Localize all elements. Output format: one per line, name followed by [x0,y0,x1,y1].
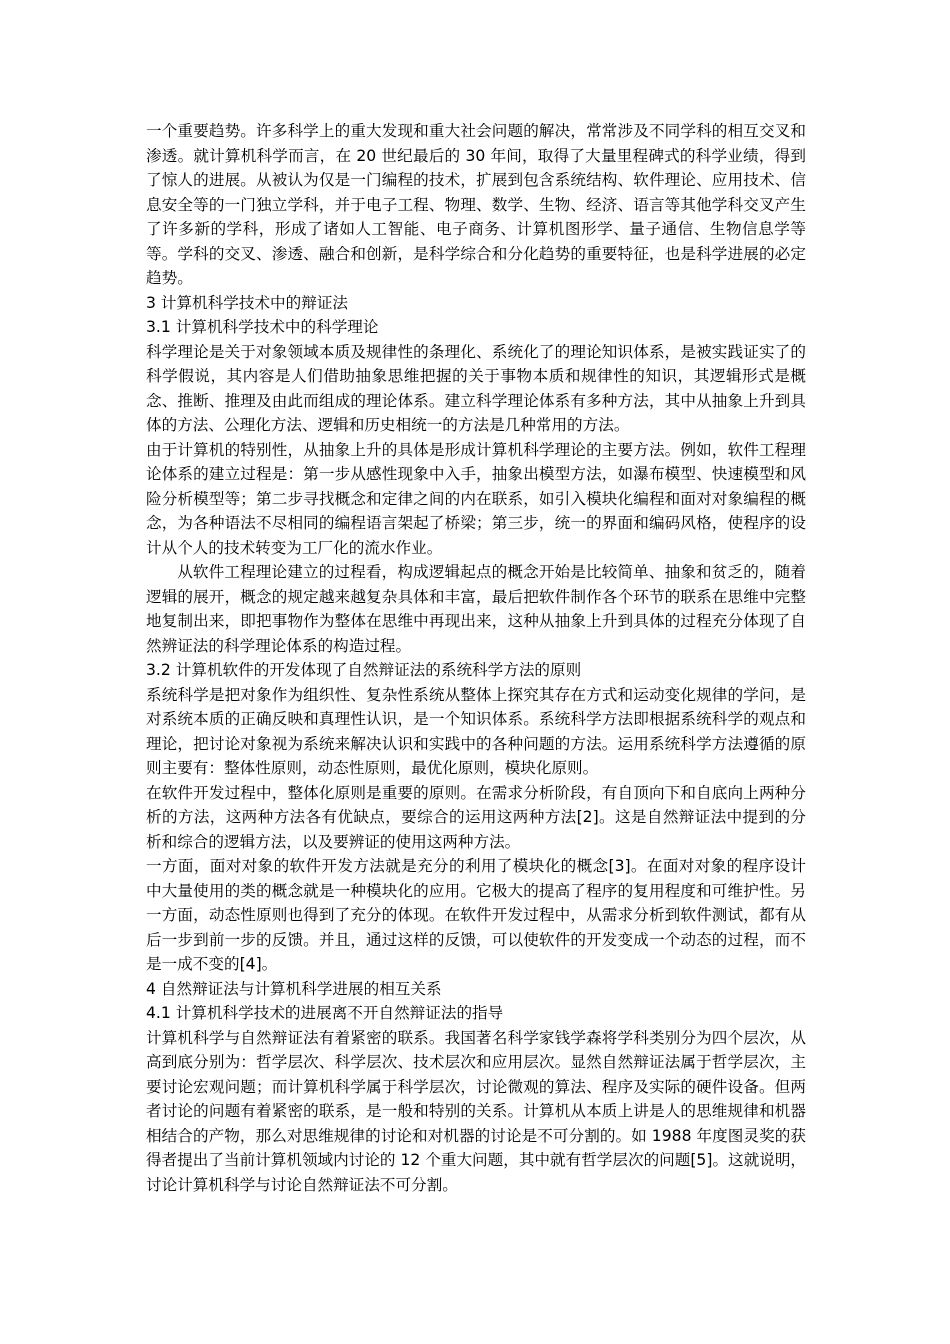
subsection-heading: 3.1 计算机科学技术中的科学理论 [146,318,379,336]
document-page [146,119,806,1197]
paragraph: 一个重要趋势。许多科学上的重大发现和重大社会问题的解决，常常涉及不同学科的相互交叉和渗透。就计算机科学而言，在 20 世纪最后的 30 年间，取得了大量里程碑式的科学业绩，得到了惊人的进展。从被认为仅是一门编程的技术，扩展到包含系统结构、软件理论、应用技术、信息安全等的一门独立学科，并于电子工程、物理、数学、生物、经济、语言等其他学科交叉产生了许多新的学科，形成了诸如人工智能、电子商务、计算机图形学、量子通信、生物信息学等等。学科的交叉、渗透、融合和创新，是科学综合和分化趋势的重要特征，也是科学进展的必定趋势。 [146,122,806,287]
subsection-heading: 3.2 计算机软件的开发体现了自然辩证法的系统科学方法的原则 [146,661,582,679]
paragraph: 由于计算机的特别性，从抽象上升的具体是形成计算机科学理论的主要方法。例如，软件工程理论体系的建立过程是：第一步从感性现象中入手，抽象出模型方法，如瀑布模型、快速模型和风险分析模型等；第二步寻找概念和定律之间的内在联系，如引入模块化编程和面对对象编程的概念，为各种语法不尽相同的编程语言架起了桥梁；第三步，统一的界面和编码风格，使程序的设计从个人的技术转变为工厂化的流水作业。 [146,440,806,557]
section-heading: 3 计算机科学技术中的辩证法 [146,293,349,312]
paragraph: 计算机科学与自然辩证法有着紧密的联系。我国著名科学家钱学森将学科类别分为四个层次，从高到底分别为：哲学层次、科学层次、技术层次和应用层次。显然自然辩证法属于哲学层次，主要讨论宏观问题；而计算机科学属于科学层次，讨论微观的算法、程序及实际的硬件设备。但两者讨论的问题有着紧密的联系，是一般和特别的关系。计算机从本质上讲是人的思维规律和机器相结合的产物，那么对思维规律的讨论和对机器的讨论是不可分割的。如 1988 年度图灵奖的获得者提出了当前计算机领域内讨论的 12 个重大问题，其中就有哲学层次的问题[5]。这就说明，讨论计算机科学与讨论自然辩证法不可分割。 [146,1028,807,1194]
paragraph: 在软件开发过程中，整体化原则是重要的原则。在需求分析阶段，有自顶向下和自底向上两种分析的方法，这两种方法各有优缺点，要综合的运用这两种方法[2]。这是自然辩证法中提到的分析和综合的逻辑方法，以及要辨证的使用这两种方法。 [146,783,806,851]
section-heading: 4 自然辩证法与计算机科学进展的相互关系 [146,979,442,998]
paragraph: 从软件工程理论建立的过程看，构成逻辑起点的概念开始是比较简单、抽象和贫乏的，随着逻辑的展开，概念的规定越来越复杂具体和丰富，最后把软件制作各个环节的联系在思维中完整地复制出来，即把事物作为整体在思维中再现出来，这种从抽象上升到具体的过程充分体现了自然辨证法的科学理论体系的构造过程。 [146,563,806,655]
subsection-heading: 4.1 计算机科学技术的进展离不开自然辩证法的指导 [146,1004,504,1022]
paragraph: 一方面，面对对象的软件开发方法就是充分的利用了模块化的概念[3]。在面对对象的程序设计中大量使用的类的概念就是一种模块化的应用。它极大的提高了程序的复用程度和可维护性。另一方面，动态性原则也得到了充分的体现。在软件开发过程中，从需求分析到软件测试，都有从后一步到前一步的反馈。并且，通过这样的反馈，可以使软件的开发变成一个动态的过程，而不是一成不变的[4]。 [146,857,806,973]
paragraph: 科学理论是关于对象领域本质及规律性的条理化、系统化了的理论知识体系，是被实践证实了的科学假说，其内容是人们借助抽象思维把握的关于事物本质和规律性的知识，其逻辑形式是概念、推断、推理及由此而组成的理论体系。建立科学理论体系有多种方法，其中从抽象上升到具体的方法、公理化方法、逻辑和历史相统一的方法是几种常用的方法。 [146,342,806,434]
paragraph: 系统科学是把对象作为组织性、复杂性系统从整体上探究其存在方式和运动变化规律的学问，是对系统本质的正确反映和真理性认识，是一个知识体系。系统科学方法即根据系统科学的观点和理论，把讨论对象视为系统来解决认识和实践中的各种问题的方法。运用系统科学方法遵循的原则主要有：整体性原则，动态性原则，最优化原则，模块化原则。 [146,685,806,777]
